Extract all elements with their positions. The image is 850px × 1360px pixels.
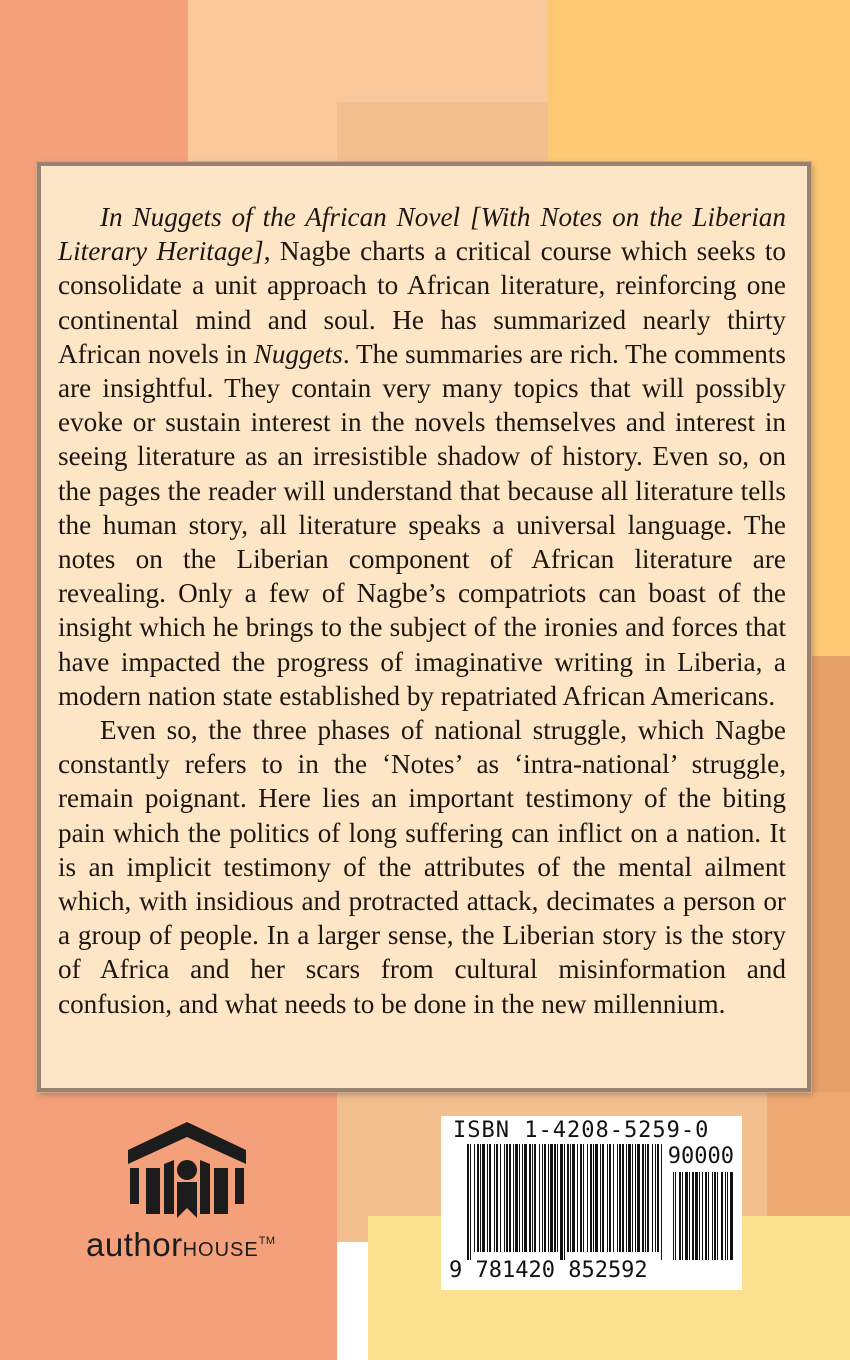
addon-bar bbox=[702, 1172, 703, 1260]
publisher-wordmark: authorHOUSE™ bbox=[86, 1226, 276, 1263]
barcode-bar bbox=[494, 1144, 495, 1252]
addon-bar bbox=[712, 1172, 713, 1260]
addon-bar bbox=[692, 1172, 694, 1260]
addon-bar bbox=[721, 1172, 723, 1260]
barcode-bar bbox=[524, 1144, 527, 1252]
addon-bar bbox=[679, 1172, 681, 1260]
addon-bar bbox=[708, 1172, 709, 1260]
barcode-bar bbox=[647, 1144, 649, 1252]
barcode-bar bbox=[617, 1144, 618, 1252]
ean-number: 9 781420 852592 bbox=[449, 1258, 648, 1283]
addon-bar bbox=[673, 1172, 674, 1260]
barcode-bar bbox=[632, 1144, 633, 1252]
barcode-bar bbox=[567, 1144, 569, 1252]
barcode-bar bbox=[467, 1144, 469, 1260]
barcode-bar bbox=[532, 1144, 533, 1252]
bg-block-right-upper bbox=[811, 162, 850, 656]
barcode-bar bbox=[480, 1144, 481, 1252]
barcode-bar bbox=[580, 1144, 582, 1252]
barcode-bar bbox=[500, 1144, 501, 1252]
addon-bar bbox=[675, 1172, 676, 1260]
barcode-bar bbox=[470, 1144, 471, 1260]
addon-bar bbox=[699, 1172, 700, 1260]
barcode-bar bbox=[595, 1144, 598, 1252]
description-paragraph-1: In Nuggets of the African Novel [With Notes on the Liberian Literary Heritage], Nagbe charts a critical course which seeks to consolidate a unit approach to African literature, reinforcing one continental mind and soul. He has summarized nearly thirty African novels in Nuggets. The summaries are rich. The comments are insightful. They contain very many topics that will possibly evoke or sustain interest in the novels themselves and interest in seeing literature as an irresistible shadow of history. Even so, on the pages the reader will understand that because all literature tells the human story, all literature speaks a universal language. The notes on the Liberian component of African literature are revealing. Only a few of Nagbe’s compatriots can boast of the insight which he brings to the subject of the ironies and forces that have impacted the progress of imaginative writing in Liberia, a modern nation state established by repatriated African Americans. bbox=[58, 202, 787, 711]
barcode-bar bbox=[504, 1144, 505, 1252]
barcode-bar bbox=[590, 1144, 592, 1252]
barcode-bar bbox=[587, 1144, 588, 1252]
barcode-bar bbox=[652, 1144, 653, 1252]
barcode-bar bbox=[529, 1144, 531, 1252]
barcode-bar bbox=[628, 1144, 631, 1252]
barcode-bar bbox=[539, 1144, 540, 1252]
barcode-bar bbox=[572, 1144, 575, 1252]
addon-bar bbox=[685, 1172, 688, 1260]
barcode-bar bbox=[635, 1144, 636, 1252]
barcode-bar bbox=[557, 1144, 558, 1252]
barcode-bar bbox=[626, 1144, 627, 1252]
barcode-bar bbox=[613, 1144, 614, 1252]
description-text bbox=[58, 200, 786, 1021]
addon-bar bbox=[682, 1172, 683, 1260]
barcode-bar bbox=[474, 1144, 475, 1252]
bg-block-bottom-right bbox=[767, 1092, 850, 1216]
barcode-bar bbox=[554, 1144, 556, 1252]
addon-bar bbox=[714, 1172, 716, 1260]
barcode-bar bbox=[583, 1144, 584, 1252]
addon-bar bbox=[689, 1172, 690, 1260]
isbn-label: ISBN 1-4208-5259-0 bbox=[453, 1118, 710, 1143]
barcode-bar bbox=[661, 1144, 662, 1260]
addon-bar bbox=[730, 1172, 733, 1260]
barcode-bar bbox=[593, 1144, 594, 1252]
barcode-bar bbox=[564, 1144, 565, 1260]
barcode-bar bbox=[609, 1144, 611, 1252]
barcode-bar bbox=[487, 1144, 488, 1252]
barcode-bar bbox=[482, 1144, 485, 1252]
barcode-bar bbox=[522, 1144, 523, 1252]
barcode-bar bbox=[519, 1144, 520, 1252]
addon-bar bbox=[705, 1172, 707, 1260]
description-paragraph-2: Even so, the three phases of national struggle, which Nagbe constantly refers to in the ‘Notes’ as ‘intra-national’ struggle, remain poignant. Here lies an important testimony of the biting pain which the politics of long suffering can inflict on a nation. It is an implicit testimony of the attributes of the mental ailment which, with insidious and protracted attack, decimates a person or a group of people. In a larger sense, the Liberian story is the story of Africa and her scars from cultural misinformation and confusion, and what needs to be done in the new millennium. bbox=[58, 715, 786, 1019]
barcode-bar bbox=[506, 1144, 508, 1252]
barcode-bar bbox=[600, 1144, 601, 1252]
barcode-bar bbox=[544, 1144, 546, 1252]
barcode-bar bbox=[602, 1144, 604, 1252]
barcode-bar bbox=[513, 1144, 514, 1252]
addon-bar bbox=[695, 1172, 698, 1260]
addon-bar bbox=[725, 1172, 726, 1260]
barcode-bar bbox=[515, 1144, 518, 1252]
barcode-bar bbox=[496, 1144, 498, 1252]
barcode-bar bbox=[477, 1144, 479, 1252]
book-title: In Nuggets of the African Novel [With Notes on the Liberian Literary Heritage] bbox=[58, 202, 786, 267]
addon-bar bbox=[717, 1172, 718, 1260]
barcode-bar bbox=[657, 1144, 659, 1252]
barcode-bar bbox=[645, 1144, 646, 1252]
barcode-bar bbox=[642, 1144, 644, 1252]
barcode-bar bbox=[548, 1144, 549, 1252]
barcode-bar bbox=[560, 1144, 563, 1260]
house-keyhole-icon bbox=[124, 1120, 250, 1218]
barcode-bar bbox=[622, 1144, 624, 1252]
barcode-bar bbox=[637, 1144, 640, 1252]
barcode-bar bbox=[607, 1144, 608, 1252]
barcode-bar bbox=[550, 1144, 553, 1252]
bg-block-top-inner bbox=[337, 102, 548, 162]
barcode-bar bbox=[619, 1144, 621, 1252]
price-addon: 90000 bbox=[667, 1144, 734, 1169]
barcode-bar bbox=[655, 1144, 656, 1252]
barcode-bar bbox=[570, 1144, 571, 1252]
addon-bar bbox=[727, 1172, 728, 1260]
bg-block-top-right bbox=[548, 0, 850, 162]
book-short-title: Nuggets bbox=[253, 338, 343, 369]
barcode-bar bbox=[509, 1144, 511, 1252]
barcode-bar bbox=[577, 1144, 578, 1252]
barcode-bar bbox=[534, 1144, 536, 1252]
barcode bbox=[441, 1116, 742, 1290]
barcode-bar bbox=[489, 1144, 491, 1252]
barcode-bar bbox=[542, 1144, 543, 1252]
